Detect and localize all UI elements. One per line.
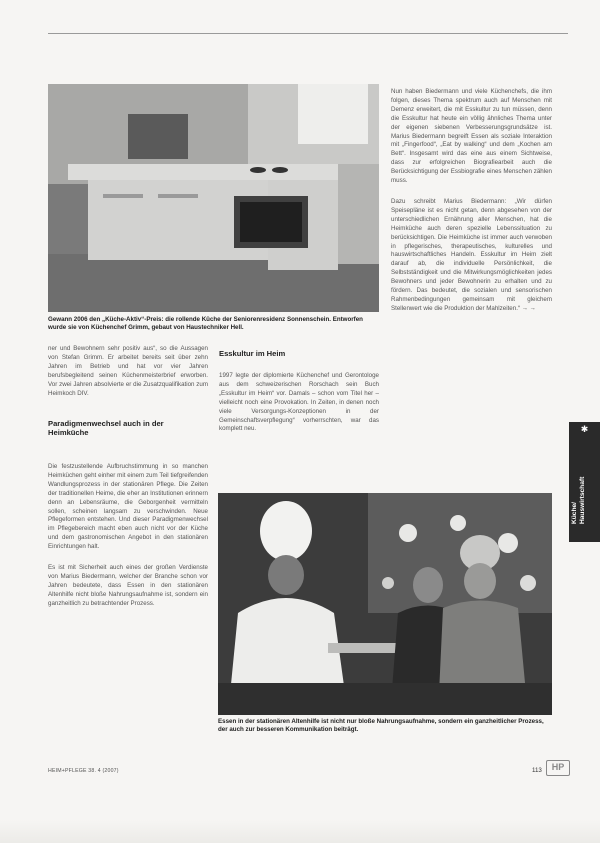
- column-a-paragraph-2: Die festzustellende Aufbruchstimmung in so manchen Heimküchen geht einher mit einem zum Teil tiefgreifenden Wandlungsprozess in der stationären Pflege. Die Zeiten der traditionellen Heime, die eher an Institutionen erinnern denn an Lebensräume, die Geborgenheit vermitteln sollen, scheinen langsam zu verschwinden. Neue Pflegeformen entstehen. Und dieser Paradigmenwechsel im Pflegebereich macht eben auch nicht vor der Küche und dem gastronomischen Angebot in den stationären Einrichtungen halt.: [48, 463, 208, 551]
- caption-bottom: Essen in der stationären Altenhilfe ist nicht nur bloße Nahrungsaufnahme, sondern ein ganzheitlicher Prozess, der auch zur besseren Kommunikation beiträgt.: [218, 718, 544, 734]
- photo-chef-serving: [218, 493, 552, 715]
- column-b: [219, 372, 379, 434]
- column-c-paragraph-2-text: Dazu schreibt Marius Biedermann: „Wir dürfen Speisepläne ist es nicht getan, denn abgesehen von der unterschiedlichen Ernährung aller Menschen, hat die Heimküche auch deren spezielle Lebenssituation zu berücksichtigen. Die Heimküche ist immer auch verwoben in pflegerisches, therapeutisches, kulturelles und hauswirtschaftliches Handeln. Esskultur im Heim zielt darauf ab, die individuelle Persönlichkeit, die Selbstständigkeit und die Mitwirkungsmöglichkeiten jedes Bewohners und jeder Bewohnerin zu erhalten und zu fördern. Das bedeutet, die sozialen und sensorischen Rahmenbedingungen gemeinsam mit gleichem Stellenwert wie die Produktion der Mahlzeiten.“: [391, 197, 552, 312]
- heading-esskultur: Esskultur im Heim: [219, 349, 286, 358]
- section-tab: [569, 422, 600, 542]
- column-a-paragraph-3: Es ist mit Sicherheit auch eines der großen Verdienste von Marius Biedermann, welcher der Branche schon vor Jahren bedeutete, dass Essen in den stationären Altenhilfe nicht bloße Nahrungsaufnahme ist, sondern ein ganzheitlich zu betrachtender Prozess.: [48, 564, 208, 607]
- column-c-paragraph-1: Nun haben Biedermann und viele Küchenchefs, die ihm folgen, dieses Thema spektrum auch auf Menschen mit Demenz erweitert, die mit Esskultur zu tun müssen, denn die Esskultur hat heute ein völlig ähnliches Thema unter der eigenen siebenen Verbesserungsgrundsätze ist. Marius Biedermann begreift Essen als soziale Interaktion mit „Fingerfood“, „Eat by walking“ und dem „Kochen am Bett“. Insgesamt wird das eine aus einem Sichtweise, dass zur erfolgreichen Biografiearbeit auch die Berücksichtigung der Essbiografie eines Menschen zählen muss.: [391, 88, 552, 185]
- column-a-lower: [48, 463, 208, 609]
- page-number: 113: [532, 767, 542, 774]
- photo-mobile-kitchen: [48, 84, 379, 312]
- column-b-paragraph-1: 1997 legte der diplomierte Küchenchef und Gerontologe aus dem schweizerischen Rorschach sein Buch „Esskultur im Heim“ vor. Damals – schon vom Titel her – vielleicht noch eine Provokation. In Zeiten, in denen noch viele Versorgungs-Konzeptionen in der Gemeinschaftsverpflegung“ vorherrschten, war das komplett neu.: [219, 372, 379, 433]
- top-rule: [48, 33, 568, 34]
- heading-paradigmenwechsel: Paradigmenwechsel auch in der Heimküche: [48, 419, 164, 438]
- footer-issue: HEIM+PFLEGE 38. 4 (2007): [48, 768, 119, 774]
- star-icon: ✱: [580, 424, 589, 434]
- scan-edge: [0, 820, 600, 843]
- magazine-logo: HP: [546, 760, 570, 776]
- continue-arrow: → →: [521, 304, 536, 312]
- photo-mobile-kitchen-image: [48, 84, 379, 312]
- column-c: [391, 88, 552, 314]
- caption-top: Gewann 2006 den „Küche-Aktiv“-Preis: die rollende Küche der Seniorenresidenz Sonnenschein. Entworfen wurde sie von Küchenchef Grimm, gebaut von Haustechniker Hell.: [48, 316, 363, 332]
- column-a-paragraph-1: ner und Bewohnern sehr positiv aus“, so die Aussagen von Stefan Grimm. Er arbeitet bereits seit über zehn Jahren im Betrieb und hat vor vier Jahren berufsbegleitend seinen Küchenmeisterbrief erworben. Vor zwei Jahren absolvierte er die Zusatzqualifikation zum Heimkoch DIV.: [48, 345, 208, 397]
- section-tab-label: Küche/ Hauswirtschaft: [571, 476, 586, 524]
- column-c-paragraph-2: [391, 198, 552, 314]
- photo-chef-serving-image: [218, 493, 552, 715]
- column-a: [48, 345, 208, 398]
